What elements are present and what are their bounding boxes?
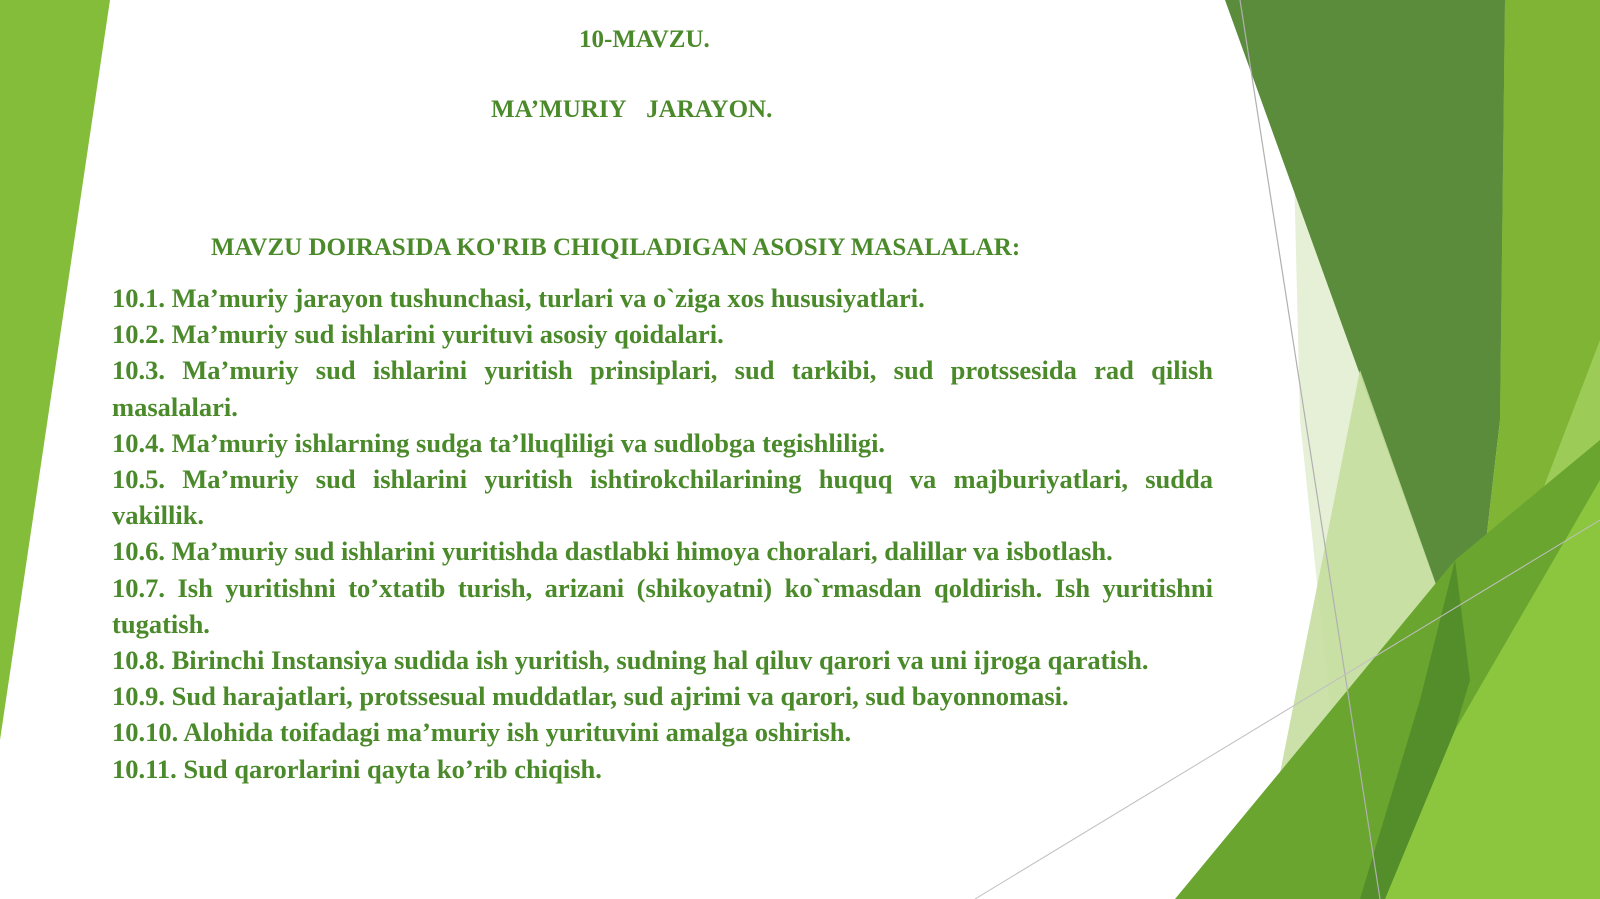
topics-list [112,280,1213,787]
topic-item: 10.1. Ma’muriy jarayon tushunchasi, turlari va o`ziga xos hususiyatlari. [112,283,925,313]
topic-item: 10.6. Ma’muriy sud ishlarini yuritishda dastlabki himoya choralari, dalillar va isbotlash. [112,536,1113,567]
topic-item: 10.4. Ma’muriy ishlarning sudga ta’lluqliligi va sudlobga tegishliligi. [112,427,886,458]
slide-title: MA’MURIY JARAYON. [491,96,773,123]
topic-item: 10.8. Birinchi Instansiya sudida ish yuritish, sudning hal qiluv qarori va uni ijroga qaratish. [112,645,1149,676]
topic-item: 10.11. Sud qarorlarini qayta ko’rib chiqish. [112,753,602,784]
slide-number-label: 10-MAVZU. [579,26,710,53]
section-heading: MAVZU DOIRASIDA KO'RIB CHIQILADIGAN ASOSIY MASALALAR: [211,234,1021,261]
topic-item: 10.3. Ma’muriy sud ishlarini yuritish prinsiplari, sud tarkibi, sud protssesida rad qilish masalalari. [112,355,1213,422]
topic-item: 10.5. Ma’muriy sud ishlarini yuritish ishtirokchilarining huquq va majburiyatlari, sudda vakillik. [112,464,1213,531]
topic-item: 10.9. Sud harajatlari, protssesual muddatlar, sud ajrimi va qarori, sud bayonnomasi. [112,681,1069,712]
topic-item: 10.10. Alohida toifadagi ma’muriy ish yurituvini amalga oshirish. [112,717,852,748]
left-green-triangle [0,0,110,740]
topic-item: 10.7. Ish yuritishni to’xtatib turish, arizani (shikoyatni) ko`rmasdan qoldirish. Ish yuritishni tugatish. [112,572,1213,639]
topic-item: 10.2. Ma’muriy sud ishlarini yurituvi asosiy qoidalari. [112,319,724,350]
